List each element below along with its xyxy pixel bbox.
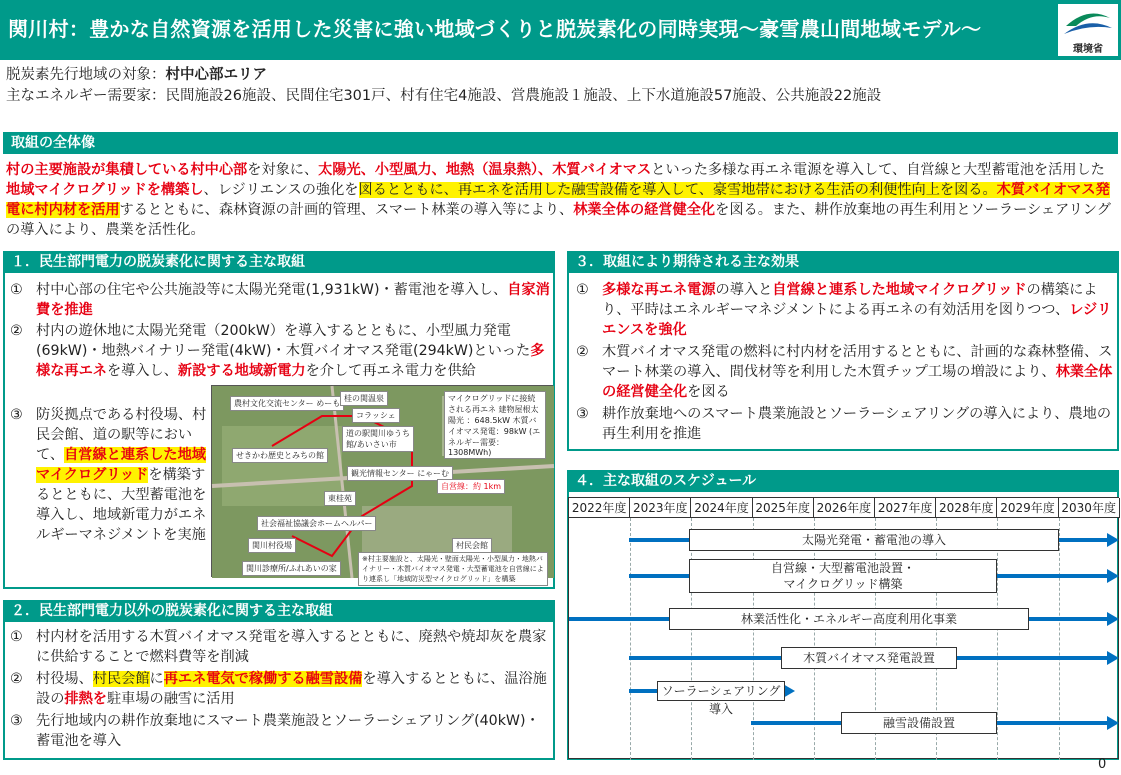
schedule-item-label-line2: マイクログリッド構築 bbox=[783, 577, 903, 591]
s2-item-1-number: ① bbox=[10, 629, 23, 645]
arrow-head-icon bbox=[1107, 716, 1119, 730]
target-area-line bbox=[6, 63, 267, 84]
overview-heading: 取組の全体像 bbox=[3, 132, 1118, 154]
map-label-private-line: 自営線：約 1km bbox=[437, 479, 505, 494]
overview-highlight-1: 村の主要施設が集積している村中心部 bbox=[6, 162, 248, 178]
s3-item-1-highlight-a: 多様な再エネ電源 bbox=[602, 282, 716, 298]
s3-item-2-highlight: 林業全体の経営健全化 bbox=[602, 364, 1113, 400]
map-label-note: ※村主要施設と、太陽光・壁面太陽光・小型風力・地熱バイナリー・木質バイオマス発電・大型蓄電池を自営線により連系し「地域防災型マイクログリッド」を構築 bbox=[358, 552, 548, 586]
target-value: 村中心部エリア bbox=[165, 67, 267, 83]
overview-text-11: を図る。また、耕作放棄地の再生利用とソーラーシェアリングの導入により、農業を活性化。 bbox=[6, 202, 1111, 238]
overview-text-2: を対象に、 bbox=[247, 162, 319, 178]
arrow-head-icon bbox=[1107, 533, 1119, 547]
ministry-logo bbox=[1058, 4, 1118, 56]
s1-item-2-number: ② bbox=[10, 323, 23, 339]
page-number: 0 bbox=[1098, 757, 1107, 772]
arrow-head-icon bbox=[1107, 651, 1119, 665]
s2-item-2-highlight-b: 村民会館 bbox=[92, 671, 150, 687]
map-label-cultural-center: 農村文化交流センター めーも bbox=[230, 396, 344, 411]
schedule-item-label: 融雪設備設置 bbox=[882, 716, 955, 730]
overview-text-6: 、レジリエンスの強化を bbox=[203, 182, 359, 198]
map-label-welfare: 社会福祉協議会ホームヘルパー bbox=[257, 516, 376, 531]
overview-text bbox=[6, 160, 1116, 240]
s3-item-3-text: 耕作放棄地へのスマート農業施設とソーラーシェアリングの導入により、農地の再生利用を推進 bbox=[602, 406, 1112, 442]
s2-item-3-text: 先行地域内の耕作放棄地にスマート農業施設とソーラーシェアリング(40kW)・蓄電池を導入 bbox=[36, 713, 540, 749]
consumers-label: 主なエネルギー需要家： bbox=[6, 88, 166, 104]
s2-item-2-text-g: 駐車場の融雪に活用 bbox=[106, 691, 235, 707]
overview-highlight-10: 林業全体の経営健全化 bbox=[573, 202, 716, 218]
s3-item-1-highlight-c: 自営線と連系した地域マイクログリッド bbox=[772, 282, 1027, 298]
s1-item-1-text: 村中心部の住宅や公共施設等に太陽光発電(1,931kW)・蓄電池を導入し、 bbox=[36, 282, 508, 298]
year-header-8: 2030年度 bbox=[1059, 498, 1120, 518]
map-label-renewables: マイクログリッドに接続される再エネ 建物屋根太陽光 ：648.5kW 木質バイオマス発電：98kW (エネルギー需要：1308MWh) bbox=[444, 391, 546, 459]
section-4-heading: ４．主な取組のスケジュール bbox=[567, 470, 1119, 492]
s3-item-3-number: ③ bbox=[576, 406, 589, 422]
map-label-korasshe: コラッシェ bbox=[352, 408, 400, 423]
overview-highlight-7: 図るとともに、再エネを活用した融雪設備を導入して、豪雪地帯における生活の利便性向上を図る。 bbox=[358, 182, 997, 198]
year-header-7: 2029年度 bbox=[997, 498, 1058, 518]
map-label-onsen: 桂の関温泉 bbox=[340, 391, 388, 406]
s1-item-2-text-c: を導入し、 bbox=[106, 363, 178, 379]
schedule-item-2 bbox=[669, 608, 1029, 630]
schedule-item-label: 太陽光発電・蓄電池の導入 bbox=[801, 533, 946, 547]
s1-item-2-text-a: 村内の遊休地に太陽光発電（200kW）を導入するとともに、小型風力発電(69kW)・地熱バイナリー発電(4kW)・木質バイオマス発電(294kW)といった bbox=[36, 323, 531, 359]
map-label-clinic: 関川診療所/ふれあいの家 bbox=[242, 561, 341, 576]
map-label-village-office: 関川村役場 bbox=[248, 538, 296, 553]
overview-highlight-5: 地域マイクログリッドを構築し bbox=[6, 182, 204, 198]
s1-item-2-text-e: を介して再エネ電力を供給 bbox=[305, 363, 476, 379]
microgrid-aerial-map bbox=[211, 385, 553, 583]
target-label: 脱炭素先行地域の対象： bbox=[6, 67, 166, 83]
section-2-heading: ２．民生部門電力以外の脱炭素化に関する主な取組 bbox=[3, 600, 555, 622]
s2-item-2-text-c: に bbox=[149, 671, 164, 687]
overview-text-4: といった多様な再エネ電源を導入して、自営線と大型蓄電池を活用した bbox=[651, 162, 1105, 178]
map-label-roadside-station: 道の駅関川ゆうち館/あいさい市 bbox=[342, 426, 414, 452]
s3-item-1-text-b: の導入と bbox=[715, 282, 773, 298]
map-label-history-museum: せきかわ歴史とみちの館 bbox=[232, 448, 328, 463]
s3-item-2-text-a: 木質バイオマス発電の燃料に村内材を活用するとともに、計画的な森林整備、スマート林業の導入、間伐材等を利用した木質チップ工場の増設により、 bbox=[602, 344, 1113, 380]
s2-item-1-text: 村内材を活用する木質バイオマス発電を導入するとともに、廃熱や焼却灰を農家に供給することで燃料費等を削減 bbox=[36, 629, 547, 665]
s3-item-1-highlight-e: レジリエンスを強化 bbox=[602, 302, 1112, 338]
s1-item-3-text-a: 防災拠点である村役場、村民会館、道の駅等において、 bbox=[36, 407, 207, 463]
year-header-0: 2022年度 bbox=[569, 498, 630, 518]
s1-item-3-number: ③ bbox=[10, 407, 23, 423]
s1-item-3-text-c: を構築するとともに、大型蓄電池を導入し、地域新電力がエネルギーマネジメントを実施 bbox=[36, 467, 207, 543]
s1-item-3-highlight: 自営線と連系した地域マイクログリッド bbox=[36, 447, 206, 483]
s2-item-2-number: ② bbox=[10, 671, 23, 687]
s2-item-2-highlight-f: 排熱を bbox=[64, 691, 107, 707]
map-label-village-hall: 村民会館 bbox=[452, 538, 492, 553]
year-header-4: 2026年度 bbox=[814, 498, 875, 518]
schedule-item-label: 自営線・大型蓄電池設置・ bbox=[770, 561, 915, 575]
section-1-heading: １．民生部門電力の脱炭素化に関する主な取組 bbox=[3, 251, 555, 273]
consumers-value: 民間施設26施設、民間住宅301戸、村有住宅4施設、営農施設１施設、上下水道施設57施設、公共施設22施設 bbox=[165, 88, 882, 104]
schedule-item-5 bbox=[841, 712, 997, 734]
title-bar bbox=[0, 0, 1121, 60]
s2-item-3-number: ③ bbox=[10, 713, 23, 729]
s3-item-1-text-d: の構築により、平時はエネルギーマネジメントによる再エネの有効活用を図りつつ、 bbox=[602, 282, 1098, 318]
s2-item-2-text-a: 村役場、 bbox=[36, 671, 93, 687]
year-divider bbox=[691, 518, 692, 760]
overview-highlight-3: 太陽光、小型風力、地熱（温泉熱）、木質バイオマス bbox=[318, 162, 652, 178]
schedule-item-label: 木質バイオマス発電設置 bbox=[803, 651, 935, 665]
s3-item-2-number: ② bbox=[576, 344, 589, 360]
year-header-6: 2028年度 bbox=[936, 498, 997, 518]
overview-text-9: するとともに、森林資源の計画的管理、スマート林業の導入等により、 bbox=[119, 202, 574, 218]
s1-item-1-number: ① bbox=[10, 282, 23, 298]
map-label-tokeien: 東桂苑 bbox=[324, 491, 356, 506]
leaf-logo-icon bbox=[1058, 4, 1118, 40]
year-header-1: 2023年度 bbox=[630, 498, 691, 518]
year-header-3: 2025年度 bbox=[753, 498, 814, 518]
s1-item-2-highlight-b: 多様な再エネ bbox=[36, 343, 545, 379]
map-label-tourist-center: 観光情報センター にゃーむ bbox=[347, 466, 453, 481]
arrow-head-icon bbox=[1107, 612, 1119, 626]
schedule-item-label: 林業活性化・エネルギー高度利用化事業 bbox=[740, 612, 957, 626]
year-header-5: 2027年度 bbox=[875, 498, 936, 518]
logo-text: 環境省 bbox=[1073, 44, 1103, 55]
section-3-heading: ３．取組により期待される主な効果 bbox=[567, 251, 1119, 273]
schedule-table bbox=[568, 497, 1119, 759]
overview-highlight-8: 木質バイオマス発電に村内材を活用 bbox=[6, 182, 1110, 218]
arrow-head-icon bbox=[1107, 569, 1119, 583]
s3-item-1-number: ① bbox=[576, 282, 589, 298]
s1-item-2-highlight-d: 新設する地域新電力 bbox=[177, 363, 306, 379]
schedule-item-4 bbox=[657, 681, 785, 716]
s3-item-2-text-c: を図る bbox=[687, 384, 730, 400]
schedule-item-0 bbox=[689, 529, 1059, 551]
year-header-2: 2024年度 bbox=[691, 498, 752, 518]
schedule-item-label: ソーラーシェアリング導入 bbox=[661, 684, 781, 716]
year-divider bbox=[630, 518, 631, 760]
consumers-line bbox=[6, 84, 881, 105]
page-title: 関川村：豊かな自然資源を活用した災害に強い地域づくりと脱炭素化の同時実現～豪雪農山間地域モデル～ bbox=[8, 17, 982, 41]
s2-item-2-text-e: を導入するとともに、温浴施設の bbox=[36, 671, 547, 707]
schedule-item-3 bbox=[781, 647, 957, 669]
s1-item-1-highlight: 自家消費を推進 bbox=[36, 282, 550, 318]
schedule-item-1 bbox=[689, 559, 997, 593]
s2-item-2-highlight-d: 再エネ電気で稼働する融雪設備 bbox=[163, 671, 363, 687]
